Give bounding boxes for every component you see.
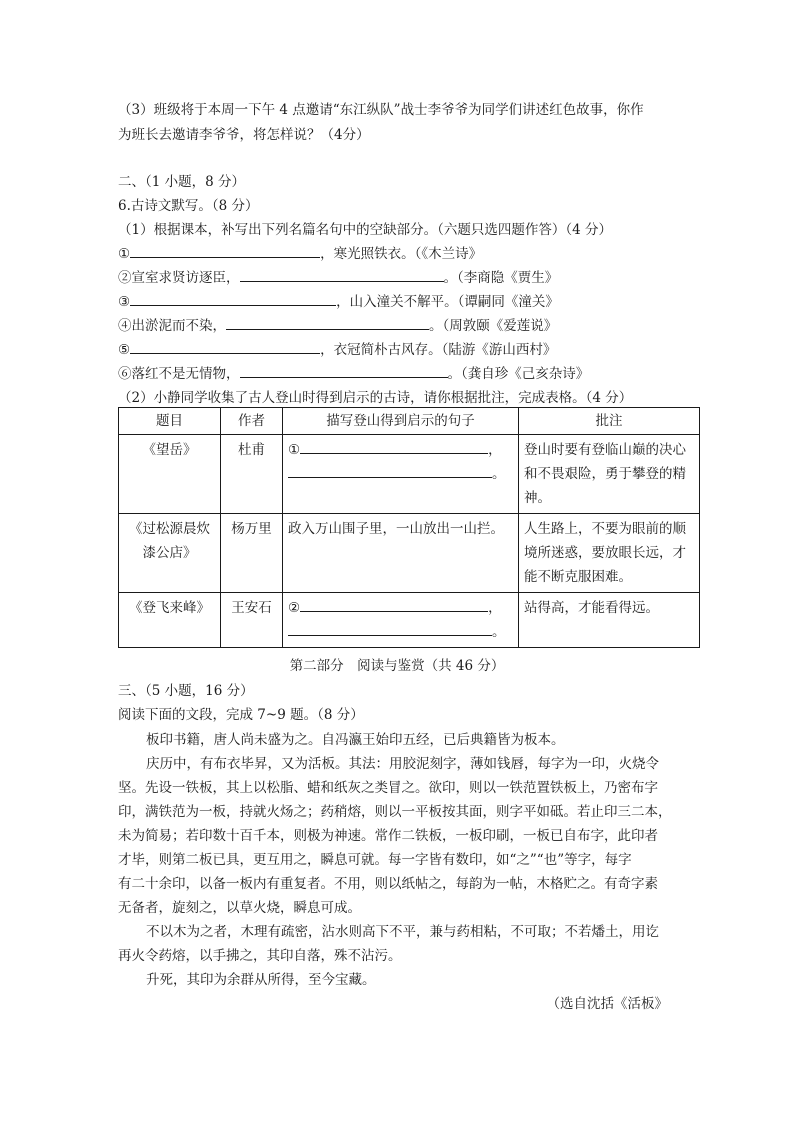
fill-item-6 <box>118 362 589 386</box>
fill-item-pre: ②宣室求贤访逐臣， <box>118 270 240 286</box>
header-title: 题目 <box>119 408 221 435</box>
answer-blank[interactable] <box>300 439 488 454</box>
fill-item-1 <box>118 242 482 266</box>
passage-line: 无备者，旋刻之，以草火烧，瞬息可成。 <box>118 900 361 916</box>
q3-line-2: 为班长去邀请李爷爷，将怎样说？（4分） <box>118 127 370 143</box>
part2-title: 第二部分 阅读与鉴赏（共 46 分） <box>289 658 505 674</box>
poem-author: 杨万里 <box>221 514 283 593</box>
poem-note: 站得高，才能看得远。 <box>519 593 700 648</box>
fill-item-pre: ③ <box>118 294 131 310</box>
header-author: 作者 <box>221 408 283 435</box>
header-sentence: 描写登山得到启示的句子 <box>283 408 519 435</box>
q6-part1-instruction: （1）根据课本，补写出下列名篇名句中的空缺部分。（六题只选四题作答）（4 分） <box>118 222 612 238</box>
passage-line: 庆历中，有布衣毕昇，又为活板。其法：用胶泥刻字，薄如钱唇，每字为一印，火烧令 <box>146 756 659 772</box>
passage-line: 有二十余印，以备一板内有重复者。不用，则以纸帖之，每韵为一帖，木格贮之。有奇字素 <box>118 876 658 892</box>
passage-line: 板印书籍，唐人尚未盛为之。自冯瀛王始印五经，已后典籍皆为板本。 <box>146 732 565 748</box>
poem-author: 王安石 <box>221 593 283 648</box>
answer-blank[interactable] <box>240 267 444 282</box>
fill-item-post: 。（龚自珍《己亥杂诗》 <box>447 366 590 382</box>
header-note: 批注 <box>519 408 700 435</box>
table-row <box>119 593 700 648</box>
poem-note: 登山时要有登临山巅的决心和不畏艰险，勇于攀登的精神。 <box>519 435 700 514</box>
fill-item-2 <box>118 266 558 290</box>
passage-line: 印，满铁范为一板，持就火炀之；药稍熔，则以一平板按其面，则字平如砥。若止印三二本， <box>118 804 672 820</box>
poem-title: 《望岳》 <box>119 435 221 514</box>
fill-item-pre: ⑥落红不是无情物， <box>118 366 240 382</box>
passage-source: （选自沈括《活板》 <box>546 996 668 1012</box>
answer-blank[interactable] <box>288 621 492 636</box>
fill-item-4 <box>118 314 557 338</box>
poem-sentence-cell: ② ， 。 <box>283 593 519 648</box>
answer-blank[interactable] <box>130 243 320 258</box>
answer-blank[interactable] <box>226 315 429 330</box>
passage-line: 坚。先设一铁板，其上以松脂、蜡和纸灰之类冒之。欲印，则以一铁范置铁板上，乃密布字 <box>118 780 658 796</box>
poem-author: 杜甫 <box>221 435 283 514</box>
reading-instruction: 阅读下面的文段，完成 7~9 题。（8 分） <box>118 707 364 723</box>
poem-sentence: 政入万山围子里，一山放出一山拦。 <box>283 514 519 593</box>
fill-item-post: 。（李商隐《贾生》 <box>443 270 559 286</box>
q3-line-1: （3）班级将于本周一下午 4 点邀请“东江纵队”战士李爷爷为同学们讲述红色故事，你作 <box>118 102 644 118</box>
blank-marker: ② <box>288 600 301 616</box>
passage-line: 再火令药熔，以手拂之，其印自落，殊不沾污。 <box>118 948 402 964</box>
answer-blank[interactable] <box>288 463 492 478</box>
answer-blank[interactable] <box>130 291 336 306</box>
section2-header: 二、（1 小题，8 分） <box>118 174 246 190</box>
fill-item-pre: ① <box>118 246 131 262</box>
passage-line: 未为简易；若印数十百千本，则极为神速。常作二铁板，一板印刷，一板已自布字，此印者 <box>118 828 658 844</box>
fill-item-pre: ④出淤泥而不染， <box>118 318 226 334</box>
table-header-row <box>119 408 700 435</box>
passage-line: 升死，其印为余群从所得，至今宝藏。 <box>146 972 376 988</box>
q6-part2-instruction: （2）小静同学收集了古人登山时得到启示的古诗，请你根据批注，完成表格。（4 分） <box>118 390 633 406</box>
fill-item-post: 。（周敦颐《爱莲说》 <box>429 318 558 334</box>
fill-item-post: ，山入潼关不解平。（谭嗣同《潼关》 <box>336 294 559 310</box>
q6-title: 6.古诗文默写。（8 分） <box>118 198 259 214</box>
poem-note: 人生路上，不要为眼前的顺境所迷惑，要放眼长远，才能不断克服困难。 <box>519 514 700 593</box>
poem-title: 《过松源晨炊漆公店》 <box>119 514 221 593</box>
blank-marker: ① <box>288 442 301 458</box>
fill-item-3 <box>118 290 559 314</box>
answer-blank[interactable] <box>240 363 448 378</box>
table-row <box>119 435 700 514</box>
passage-line: 不以木为之者，木理有疏密，沾水则高下不平，兼与药相粘，不可取；不若燔土，用讫 <box>146 924 659 940</box>
poem-sentence-cell: ① ， 。 <box>283 435 519 514</box>
section3-header: 三、（5 小题，16 分） <box>118 683 254 699</box>
fill-item-post: ，衣冠简朴古风存。（陆游《游山西村》 <box>320 342 557 358</box>
poem-title: 《登飞来峰》 <box>119 593 221 648</box>
answer-blank[interactable] <box>300 597 488 612</box>
answer-blank[interactable] <box>130 339 320 354</box>
fill-item-post: ，寒光照铁衣。（《木兰诗》 <box>320 246 483 262</box>
fill-item-5 <box>118 338 556 362</box>
fill-item-pre: ⑤ <box>118 342 131 358</box>
poem-table <box>118 407 700 648</box>
passage-line: 才毕，则第二板已具，更互用之，瞬息可就。每一字皆有数印，如“之”“也”等字，每字 <box>118 852 632 868</box>
table-row <box>119 514 700 593</box>
